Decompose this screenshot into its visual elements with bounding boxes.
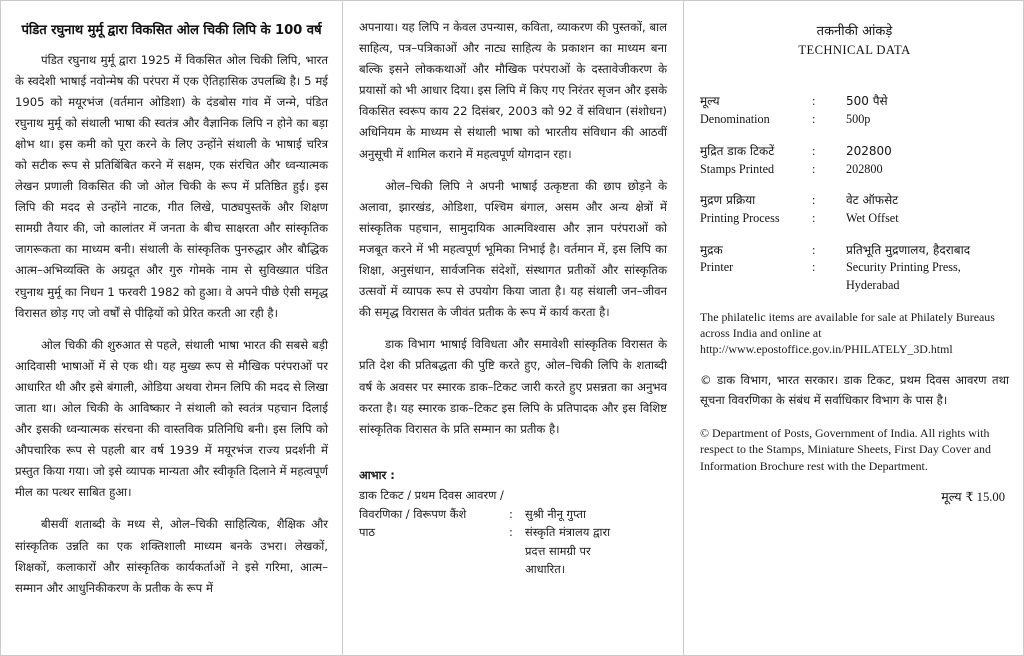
acknowledgement-heading: आभार : [359,467,395,482]
acknowledgement-value [525,505,667,523]
acknowledgement-value-line: प्रदत्त सामग्री पर [525,543,591,558]
row-value-hi: प्रतिभूति मुद्रणालय, हैदराबाद [846,242,971,257]
row-label-en: Denomination [700,112,770,127]
acknowledgement-value-line: सुश्री नीनू गुप्ता [525,506,586,521]
row-value-en: Wet Offset [846,210,899,225]
row-label-en: Stamps Printed [700,161,775,176]
acknowledgement-row [359,523,667,578]
row-colon: : [812,112,816,127]
row-colon: : [812,143,816,158]
row-colon: : [812,260,816,275]
row-label-hi: मुद्रित डाक टिकटें [700,143,775,158]
technical-data-table [700,93,1009,294]
table-row [700,210,1009,228]
middle-paragraph-3: डाक विभाग भाषाई विविधता और समावेशी सांस्कृतिक विरासत के प्रति देश की प्रतिबद्धता की पुष्टि करते हुए, ओल–चिकी लिपि के शताब्दी वर्ष के अवसर पर स्मारक डाक–टिकट जारी करते हुए प्रसन्नता का अनुभव करता है। यह स्मारक डाक–टिकट इस लिपि के प्रतिपादक और इस विशिष्ट सांस्कृतिक विरासत के प्रति सम्मान का प्रतीक है। [359,337,667,436]
row-label-hi: मूल्य [700,94,720,109]
left-column [1,1,342,655]
page-title: पंडित रघुनाथ मुर्मू द्वारा विकसित ओल चिकी लिपि के 100 वर्ष [21,23,322,38]
row-colon: : [812,94,816,109]
acknowledgement-value-line: आधारित। [525,562,566,577]
technical-data-column [683,1,1023,655]
acknowledgement-colon: : [509,506,513,521]
availability-note: The philatelic items are available for sale at Philately Bureaus across India and online at http://www.epostoffice.gov.in/PHILATELY_3D.html [700,309,995,357]
acknowledgement-value-line: संस्कृति मंत्रालय द्वारा [525,525,611,540]
technical-data-group-printer [700,242,1009,295]
acknowledgement-colon: : [509,525,513,540]
table-row [700,161,1009,179]
row-label-en: Printing Process [700,210,780,225]
acknowledgement-label: विवरणिका / विरूपण कैंशे [359,506,467,521]
row-colon: : [812,161,816,176]
middle-paragraph-2: ओल–चिकी लिपि ने अपनी भाषाई उत्कृष्टता की छाप छोड़ने के अलावा, झारखंड, ओडिशा, पश्चिम बंगाल, असम और अन्य क्षेत्रों में सांस्कृतिक पहचान, सामुदायिक आत्मविश्वास और ज्ञान परंपराओं को मजबूत करने में भी महत्वपूर्ण भूमिका निभाई है। वर्तमान में, इस लिपि का शिक्षा, अनुसंधान, सार्वजनिक संदेशों, संस्थागत प्रतीकों और सांस्कृतिक उत्सवों में व्यापक रूप से उपयोग किया जाता है। यह संथाली जन–जीवन की समृद्ध विरासत के जीवंत प्रतीक के रूप में कार्य करता है। [359,178,667,320]
row-colon: : [812,210,816,225]
technical-data-group-denomination [700,93,1009,128]
middle-column [342,1,683,655]
row-value-en: 500p [846,112,871,127]
table-row [700,259,1009,294]
copyright-note-hi: © डाक विभाग, भारत सरकार। डाक टिकट, प्रथम दिवस आवरण तथा सूचना विवरणिका के संबंध में सर्वाधिकार विभाग के पास है। [700,372,1009,407]
acknowledgement-row [359,505,667,523]
row-colon: : [812,242,816,257]
row-label-hi: मुद्रण प्रक्रिया [700,193,756,208]
technical-data-heading-en: TECHNICAL DATA [798,43,911,58]
middle-paragraph-1: अपनाया। यह लिपि न केवल उपन्यास, कविता, व्याकरण की पुस्तकों, बाल साहित्य, पत्र–पत्रिकाओं और नाट्य साहित्य के प्रकाशन का माध्यम बना बल्कि इसने लोककथाओं और मौखिक परंपराओं के दस्तावेजीकरण के प्रयासों को भी आधार दिया। इस लिपि में किए गए निरंतर सृजन और इसके विकसित स्वरूप काय 22 दिसंबर, 2003 को 92 वें संविधान (संशोधन) अधिनियम के माध्यम से संथाली भाषा को भारतीय संविधान की आठवीं अनुसूची में शामिल कराने में महत्वपूर्ण योगदान रहा। [359,20,667,161]
table-row [700,242,1009,260]
technical-data-group-stamps-printed [700,143,1009,178]
row-label-en: Printer [700,260,734,275]
table-row [700,111,1009,129]
row-value-hi: वेट ऑफसेट [846,193,899,208]
left-paragraph-3: बीसवीं शताब्दी के मध्य से, ओल–चिकी साहित्यिक, शैक्षिक और सांस्कृतिक उन्नति का एक शक्तिशाली माध्यम बनके उभरा। लेखकों, शिक्षकों, कलाकारों और सांस्कृतिक कार्यकर्ताओं ने इसे गरिमा, आत्म–सम्मान और आधुनिकीकरण के प्रतीक के रूप में [15,517,328,595]
table-row [700,143,1009,161]
row-colon: : [812,193,816,208]
price-line [700,488,1009,505]
copyright-note-en: © Department of Posts, Government of India. All rights with respect to the Stamps, Miniature Sheets, First Day Cover and Information Brochure rest with the Department. [700,425,991,473]
acknowledgement-block [359,466,667,579]
row-value-en: Security Printing Press, Hyderabad [846,260,961,292]
technical-data-group-printing-process [700,192,1009,227]
acknowledgement-line-1: डाक टिकट / प्रथम दिवस आवरण / [359,488,504,503]
acknowledgement-value [525,523,667,578]
acknowledgement-label: पाठ [359,525,376,540]
left-paragraph-1: पंडित रघुनाथ मुर्मू द्वारा 1925 में विकसित ओल चिकी लिपि, भारत के स्वदेशी भाषाई नवोन्मेष की परंपरा में एक ऐतिहासिक उपलब्धि है। 5 मई 1905 को मयूरभंज (वर्तमान ओडिशा) के दंडबोस गांव में जन्मे, पंडित रघुनाथ मुर्मू को संथाली भाषा की स्वतंत्र और वैज्ञानिक लिपि न होने का बड़ा क्षोभ था। इस कमी को पूरा करने के लिए उन्होंने संथाली के भाषाई चरित्र को सटीक रूप से प्रतिबिंबित करने में सक्षम, एक संरचित और ध्वन्यात्मक लेखन प्रणाली विकसित की जो ओल चिकी के रूप में प्रतिष्ठित हुई। इस लिपि की मदद से उन्होंने नाटक, गीत लिखे, पाठ्यपुस्तकें और शिक्षण सामग्री तैयार की, जो कालांतर में जनता के बीच साक्षरता और सांस्कृतिक जागरूकता का माध्यम बनी। संथाली के सांस्कृतिक पुनरुद्धार और बौद्धिक आत्म–अभिव्यक्ति के अग्रदूत और गुरु गोमके नाम से सुविख्यात पंडित रघुनाथ मुर्मू का निधन 1 फरवरी 1982 को हुआ। वे अपने पीछे ऐसी समृद्ध विरासत छोड़ गए जो वर्षों से पीढ़ियों को प्रेरित करती आ रही है। [15,52,328,320]
left-paragraph-2: ओल चिकी की शुरुआत से पहले, संथाली भाषा भारत की सबसे बड़ी आदिवासी भाषाओं में से एक थी। यह मुख्य रूप से मौखिक परंपराओं पर आधारित थी और इसे बंगाली, ओडिया अथवा रोमन लिपि की मदद से लिखा जाता था। ओल चिकी के आविष्कार ने संथाली को स्वतंत्र पहचान दिलाई और इसकी ध्वन्यात्मक संरचना की वास्तविक प्रतिनिधि बनी। इस लिपि को औपचारिक रूप से पहली बार वर्ष 1939 में मयूरभंज राज्य प्रदर्शनी में प्रस्तुत किया गया। जो इसे व्यापक मान्यता और स्वीकृति दिलाने में महत्वपूर्ण मील का पत्थर साबित हुआ। [15,337,328,500]
table-row [700,93,1009,111]
row-value-hi: 500 पैसे [846,94,888,109]
row-value-en: 202800 [846,161,883,176]
table-row [700,192,1009,210]
technical-data-heading-hi: तकनीकी आंकड़े [816,24,893,39]
technical-data-heading [700,23,1009,59]
row-value-hi: 202800 [846,143,892,158]
price-value: ₹ 15.00 [965,490,1005,505]
row-label-hi: मुद्रक [700,242,723,257]
price-label: मूल्य [941,489,962,505]
